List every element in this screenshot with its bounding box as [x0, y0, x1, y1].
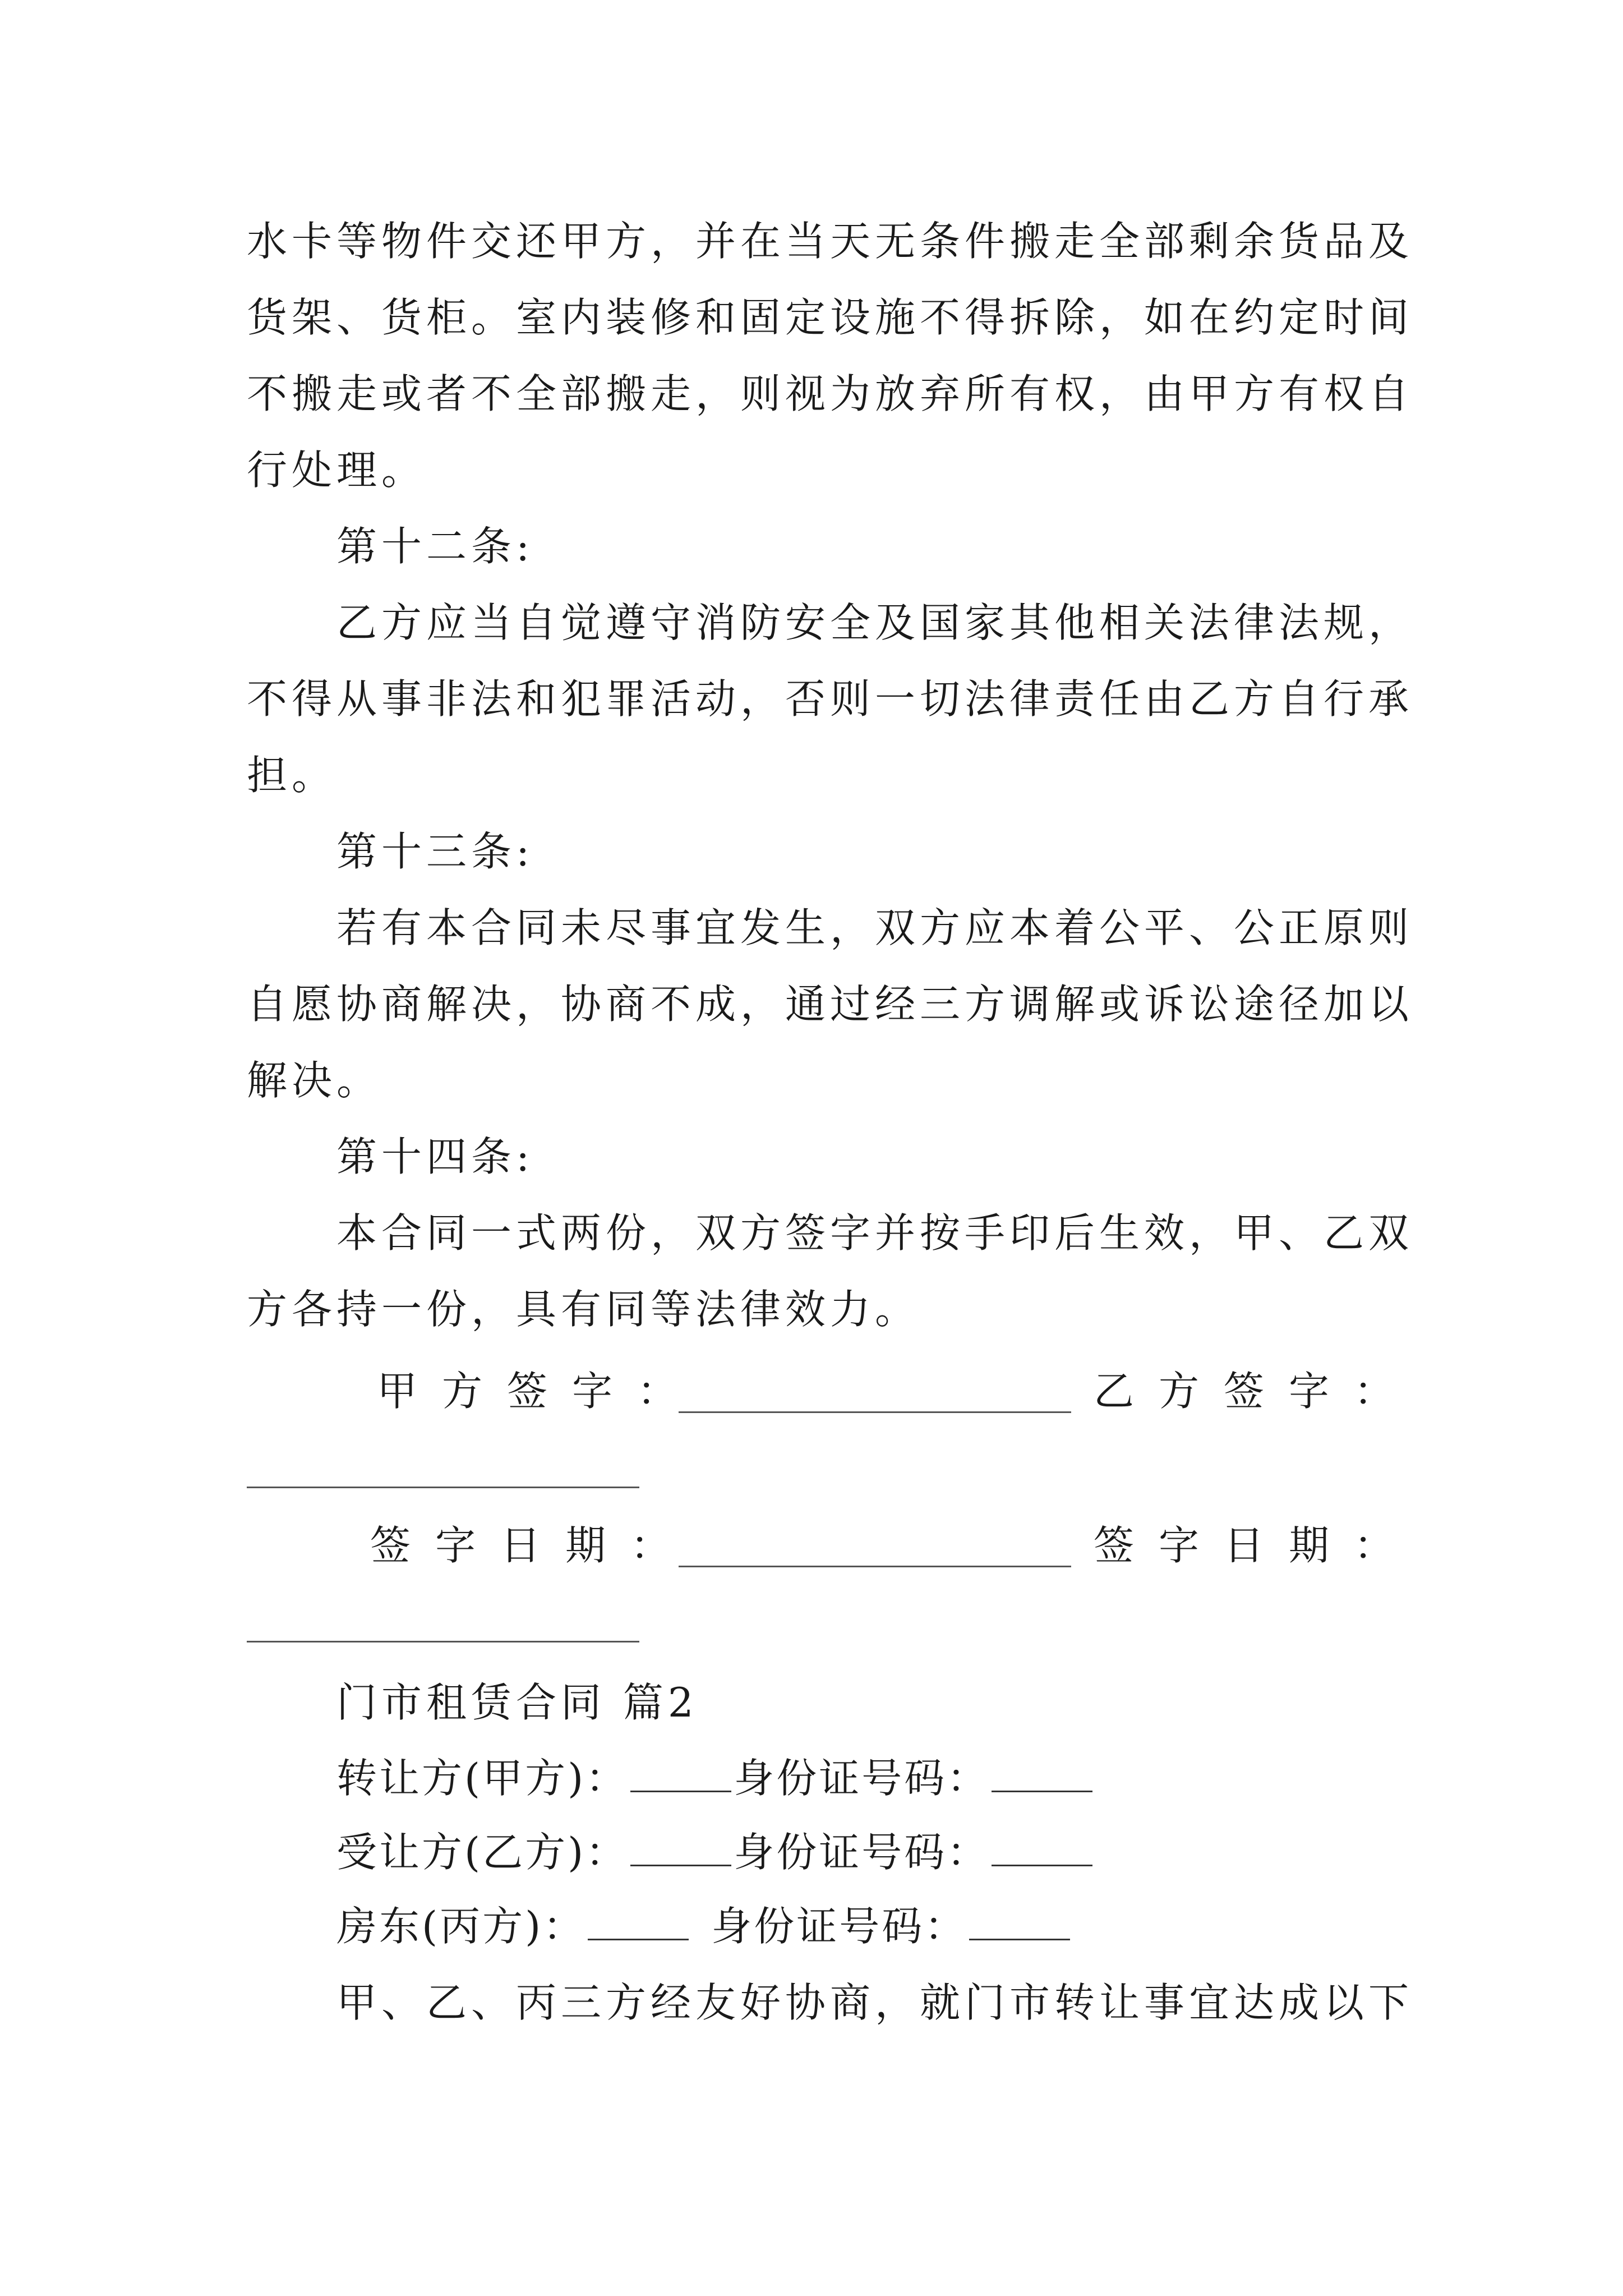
transferor-name-blank[interactable]: [630, 1751, 731, 1792]
transferor-label: 转让方(甲方)：: [336, 1755, 629, 1802]
article-heading: 第十四条:: [336, 1133, 534, 1180]
body-text-line: 方各持一份，具有同等法律效力。: [247, 1286, 920, 1333]
party-b-sign-blank[interactable]: [247, 1487, 639, 1488]
party-a-sign-blank[interactable]: [679, 1411, 1071, 1413]
party-b-date-blank[interactable]: [247, 1641, 639, 1642]
party-b-sign-label: 乙方签字：: [1094, 1368, 1419, 1415]
landlord-id-label: 身份证号码：: [711, 1903, 967, 1950]
body-text-line: 水卡等物件交还甲方，并在当天无条件搬走全部剩余货品及: [247, 218, 1414, 265]
body-text-line: 担。: [247, 752, 337, 799]
body-text-line: 不搬走或者不全部搬走，则视为放弃所有权，由甲方有权自: [247, 370, 1414, 417]
transferee-label: 受让方(乙方)：: [336, 1829, 629, 1876]
signature-row: [370, 1363, 1419, 1419]
body-text-line: 自愿协商解决，协商不成，通过经三方调解或诉讼途径加以: [247, 981, 1414, 1028]
transferor-id-blank[interactable]: [992, 1751, 1092, 1792]
body-text-line: 乙方应当自觉遵守消防安全及国家其他相关法律法规，: [336, 599, 1414, 646]
body-text-line: 货架、货柜。室内装修和固定设施不得拆除，如在约定时间: [247, 294, 1414, 341]
body-text-line: 不得从事非法和犯罪活动，否则一切法律责任由乙方自行承: [247, 675, 1414, 723]
party-a-date-blank[interactable]: [679, 1566, 1071, 1567]
landlord-id-blank[interactable]: [969, 1899, 1070, 1940]
transferor-id-label: 身份证号码：: [734, 1755, 990, 1802]
article-heading: 第十二条:: [336, 523, 534, 570]
transferee-name-blank[interactable]: [630, 1825, 731, 1866]
section-title: 门市租赁合同 篇2: [336, 1679, 698, 1726]
transferee-id-label: 身份证号码：: [734, 1829, 990, 1876]
body-text-line: 行处理。: [247, 447, 427, 494]
body-text-line: 若有本合同未尽事宜发生，双方应本着公平、公正原则: [336, 904, 1414, 951]
signature-date-row: [370, 1517, 1419, 1573]
body-text-line: 甲、乙、丙三方经友好协商，就门市转让事宜达成以下: [336, 1979, 1414, 2026]
party-a-sign-label: 甲方签字：: [377, 1368, 703, 1415]
landlord-name-blank[interactable]: [588, 1899, 689, 1940]
landlord-label: 房东(丙方)：: [336, 1903, 586, 1950]
transferor-line: [336, 1750, 1095, 1806]
transferee-id-blank[interactable]: [992, 1825, 1092, 1866]
article-heading: 第十三条:: [336, 828, 534, 875]
landlord-line: [336, 1898, 1072, 1954]
party-b-date-label: 签字日期：: [1094, 1522, 1419, 1569]
party-a-date-label: 签字日期：: [370, 1522, 696, 1569]
body-text-line: 解决。: [247, 1057, 382, 1104]
body-text-line: 本合同一式两份，双方签字并按手印后生效，甲、乙双: [336, 1209, 1414, 1257]
transferee-line: [336, 1824, 1095, 1880]
